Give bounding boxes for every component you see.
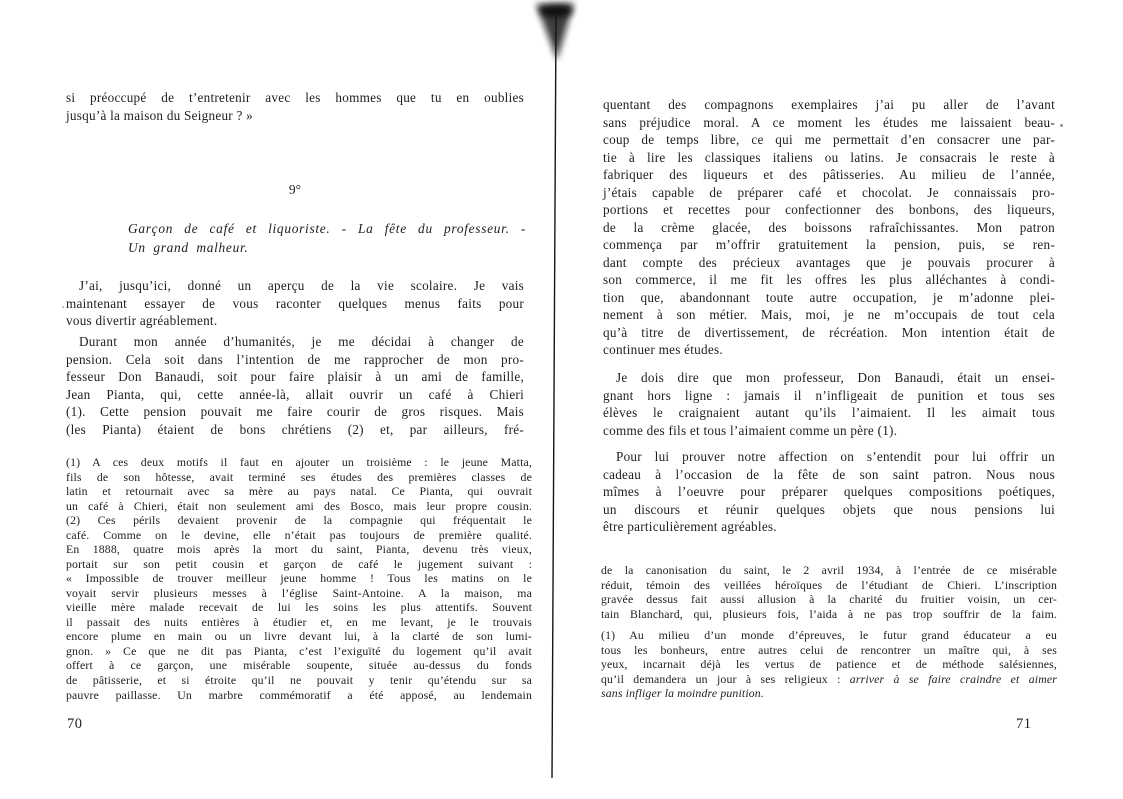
- text-line: continuer mes études.: [603, 342, 723, 357]
- text-line: (les Pianta) étaient de bons chrétiens (2) et, par ailleurs, fré-: [66, 421, 524, 437]
- text-line: En 1888, quatre mois après la mort du saint, Pianta, devenu très vieux,: [66, 542, 532, 557]
- text-line: si préoccupé de t’entretenir avec les hommes que tu en oublies: [66, 90, 524, 105]
- text-line: voyait servir plusieurs messes à l’église Saint-Antoine. A la maison, ma: [66, 585, 532, 600]
- text-line: tie à lire les classiques italiens ou latins. Je consacrais le reste à: [603, 149, 1055, 165]
- text-line: fils de son hôtesse, avait terminé ses études des premières classes de: [66, 469, 532, 484]
- text-line: de pâtisserie, et si étroite qu’il ne pouvait y tenir qu’étendu sur sa: [66, 673, 532, 688]
- text-line: pension. Cela soit dans l’intention de me rapprocher de mon pro-: [66, 351, 524, 367]
- carryover-paragraph: [603, 96, 1055, 359]
- text-line: gnon. » Ce que ne dit pas Pianta, c’est l’exiguïté du logement qu’il avait: [66, 643, 532, 658]
- text-line: encore plume en main ou un livre devant lui, à la clarté de son lumi-: [66, 629, 532, 644]
- text-line: tous les bonheurs, entre autres celui de rencontrer un maître qui, à ses: [601, 642, 1057, 657]
- text-line: maintenant essayer de vous raconter quelques menus faits pour: [66, 295, 524, 311]
- scan-speck: [1060, 124, 1063, 127]
- text-line: coup de temps libre, ce qui me permettait d’en consacrer une par-: [603, 132, 1055, 147]
- text-line: de la canonisation du saint, le 2 avril 1934, à l’entrée de ce misérable: [601, 563, 1057, 577]
- text-line: il passait des nuits entières à étudier et, en me levant, je le trouvais: [66, 614, 532, 629]
- page-number-right: 71: [1016, 716, 1032, 732]
- text-line: qu’il demandera un jour à ses religieux : arriver à se faire craindre et aimer: [601, 671, 1058, 686]
- footnote-carryover: [601, 563, 1057, 621]
- text-line: un café à Chieri, était non seulement ami des Bosco, mais leur propre cousin.: [66, 498, 532, 513]
- text-line: (1) Au milieu d’un monde d’épreuves, le futur grand éducateur a eu: [601, 628, 1057, 642]
- text-line: fesseur Don Banaudi, soit pour faire plaisir à un ami de famille,: [66, 369, 524, 384]
- text-line: Pour lui prouver notre affection on s’entendit pour lui offrir un: [616, 449, 1055, 464]
- section-number: 9°: [288, 182, 302, 197]
- page-number-left: 70: [67, 716, 83, 732]
- text-line: de la crème glacée, des boissons rafraîchissantes. Mon patron: [603, 219, 1055, 235]
- text-line: être particulièrement agréables.: [603, 519, 777, 534]
- text-line: (1). Cette pension pouvait me faire courir de gros risques. Mais: [66, 404, 524, 419]
- text-line: Durant mon année d’humanités, je me décidai à changer de: [79, 334, 524, 349]
- text-line: (1) A ces deux motifs il faut en ajouter un troisième : le jeune Matta,: [66, 455, 532, 469]
- text-line: café. Comme on le devine, elle n’était pas toujours de première qualité.: [66, 527, 532, 542]
- text-line: Je dois dire que mon professeur, Don Banaudi, était un ensei-: [616, 370, 1055, 385]
- text-line: Un grand malheur.: [128, 239, 249, 255]
- paragraph: [603, 369, 1055, 439]
- text-line: son commerce, il me fit les offres les plus alléchantes à condi-: [603, 272, 1055, 287]
- text-line: mîmes à l’oeuvre pour préparer quelques compositions poétiques,: [603, 484, 1055, 499]
- text-line: tain Blanchard, qui, plusieurs fois, l’aida à ne pas trop souffrir de la faim.: [601, 606, 1057, 621]
- text-line: comme des fils et tous l’aimaient comme un père (1).: [603, 422, 898, 438]
- text-line: J’ai, jusqu’ici, donné un aperçu de la vie scolaire. Je vais: [79, 278, 524, 293]
- text-line: dant compte des précieux avantages que je pouvais procurer à: [603, 254, 1055, 270]
- text-line: nement à son métier. Mais, moi, je ne m’occupais de tout cela: [603, 307, 1055, 322]
- text-line: réduit, témoin des veillées héroïques de l’étudiant de Chieri. L’inscription: [601, 577, 1057, 592]
- text-line: latin et retournait avec sa mère au pays natal. Ce Pianta, qui ouvrait: [66, 484, 532, 499]
- text-line: commença par m’offrir gratuitement la pension, puis, se ren-: [603, 237, 1055, 252]
- text-line: tion que, abandonnant toute autre occupation, je m’adonne plei-: [603, 289, 1055, 305]
- text-line: (2) Ces périls devaient provenir de la compagnie qui fréquentait le: [66, 513, 532, 527]
- text-line: vous divertir agréablement.: [66, 313, 218, 328]
- text-line: fabriquer des liqueurs et des pâtisseries. Au milieu de l’année,: [603, 167, 1055, 182]
- text-line: sans préjudice moral. A ce moment les études me laissaient beau-: [603, 114, 1055, 130]
- text-line: portions et recettes pour confectionner des bonbons, des liqueurs,: [603, 202, 1055, 217]
- text-line: yeux, incarnait déjà les vertus de patience et de méthode salésiennes,: [601, 657, 1057, 672]
- text-line: élèves le craignaient autant qu’ils l’aimaient. Il les aimait tous: [603, 405, 1055, 420]
- text-line: jusqu’à la maison du Seigneur ? »: [66, 107, 253, 123]
- text-line: Jean Pianta, qui, cette année-là, allait ouvrir un café à Chieri: [66, 386, 524, 402]
- text-line: un discours et réunir quelques objets que nous pensions lui: [603, 501, 1055, 517]
- text-line: Garçon de café et liquoriste. - La fête du professeur. -: [128, 221, 526, 236]
- text-line: sans infliger la moindre punition.: [601, 686, 764, 701]
- text-line: « Impossible de trouver meilleur jeune homme ! Tous les matins on le: [66, 571, 532, 586]
- text-line: quentant des compagnons exemplaires j’ai pu aller de l’avant: [603, 97, 1055, 112]
- text-line: j’étais capable de préparer café et chocolat. Je connaissais pro-: [603, 184, 1055, 200]
- paragraph: [603, 448, 1055, 536]
- text-line: portait sur son petit cousin et garçon de café le jugement suivant :: [66, 556, 532, 571]
- text-line: gravée dessus fait aussi allusion à la charité du fruitier voisin, un cer-: [601, 592, 1057, 607]
- text-line: cadeau à l’occasion de la fête de son saint patron. Nous nous: [603, 466, 1055, 482]
- text-line: vieille mère malade recevait de lui les soins les plus attentifs. Souvent: [66, 600, 532, 615]
- footnote-1: [601, 628, 1057, 701]
- text-line: pauvre paillasse. Un marbre commémoratif a été apposé, au lendemain: [66, 687, 532, 702]
- text-line: gnant hors ligne : jamais il n’infligeait de punition et tous ses: [603, 387, 1055, 403]
- text-line: qu’à titre de divertissement, de récréation. Mon intention était de: [603, 324, 1055, 340]
- text-line: offert à ce garçon, une misérable soupente, située au-dessus du fonds: [66, 658, 532, 673]
